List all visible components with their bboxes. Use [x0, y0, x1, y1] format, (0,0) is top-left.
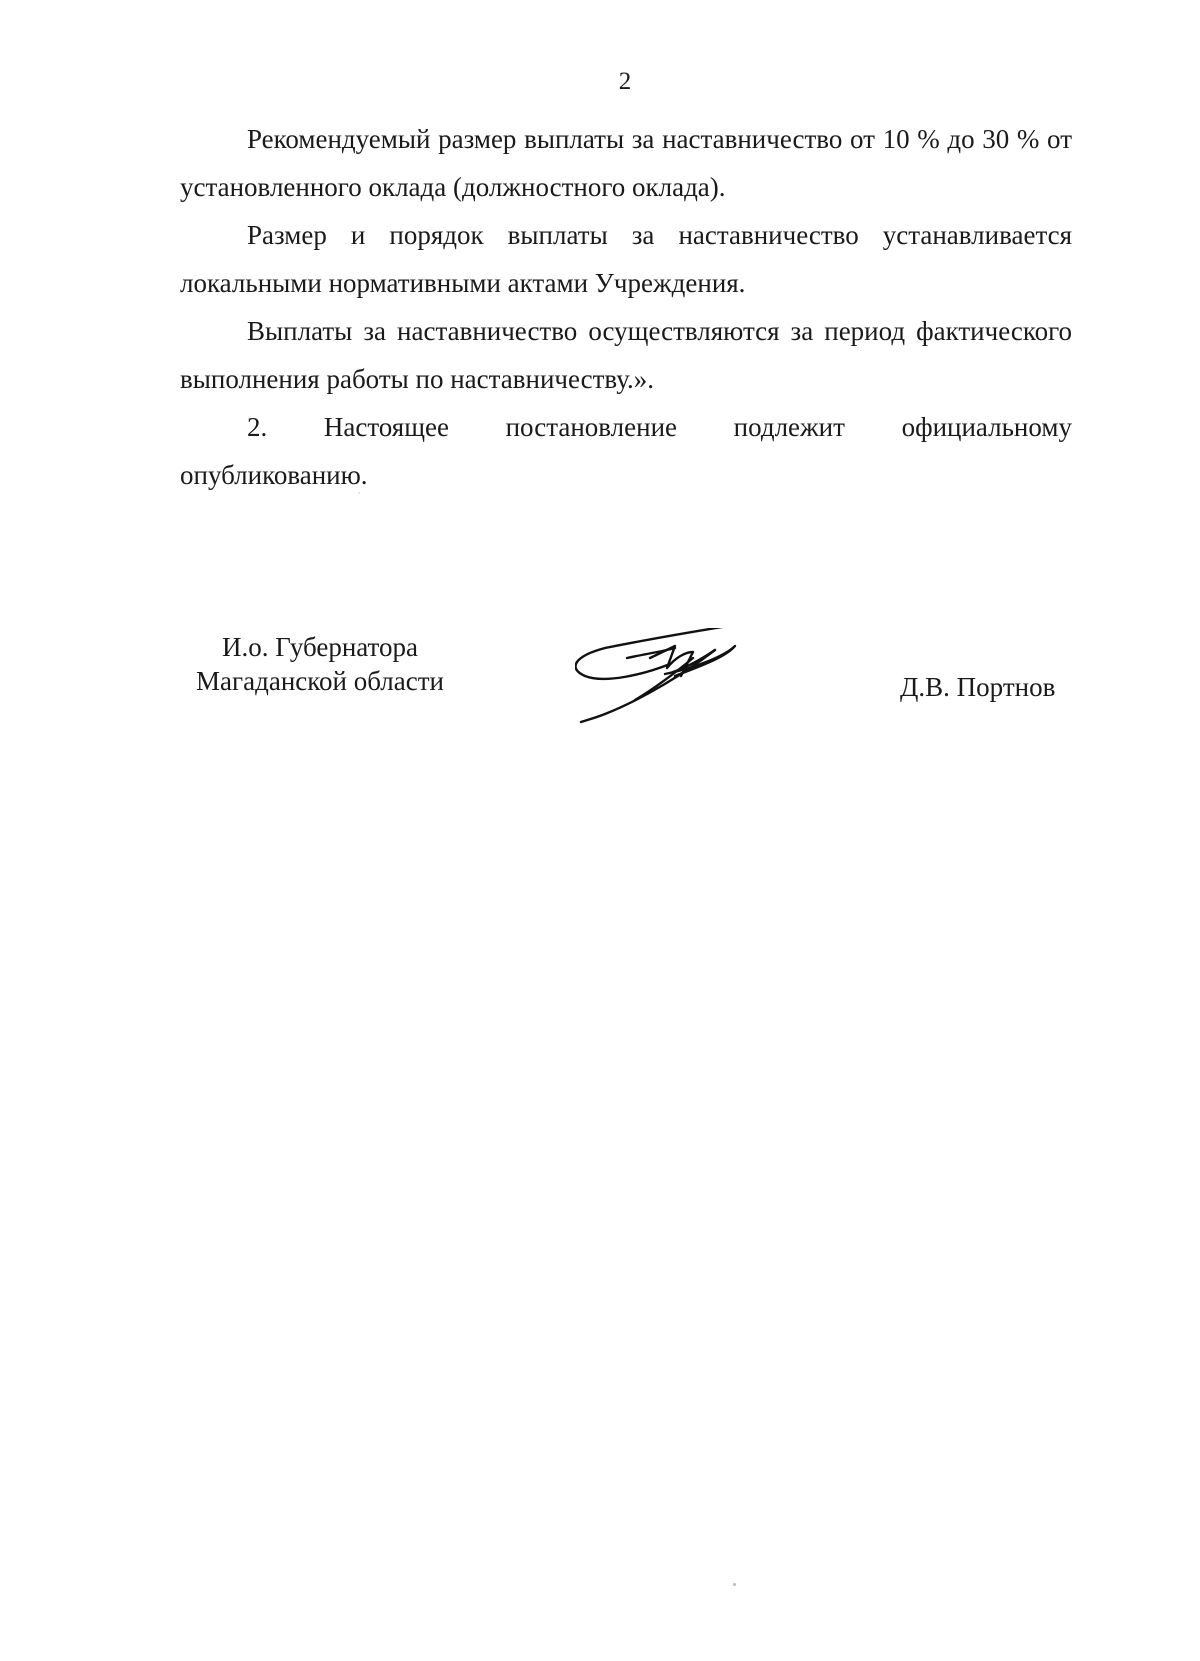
item-2-first-line — [180, 403, 1072, 451]
signatory-title-line-1: И.о. Губернатора — [221, 632, 418, 662]
signatory-title — [175, 630, 465, 698]
item-2-word: Настоящее — [323, 412, 449, 442]
signatory-title-line-2: Магаданской области — [196, 666, 444, 696]
item-2-tail: опубликованию. — [180, 460, 368, 490]
document-body — [180, 115, 1072, 499]
paragraph-payment-size: Рекомендуемый размер выплаты за наставничество от 10 % до 30 % от установленного оклада (должностного оклада). — [180, 124, 1072, 202]
item-2-word: постановление — [505, 412, 678, 442]
page-number: 2 — [618, 68, 632, 95]
item-2-word: подлежит — [733, 412, 845, 442]
item-2-number: 2. — [247, 412, 268, 442]
scan-speck — [358, 492, 360, 494]
item-2-word: официальному — [901, 412, 1072, 442]
paragraph-payment-procedure: Размер и порядок выплаты за наставничество устанавливается локальными нормативными актами Учреждения. — [180, 220, 1072, 298]
scan-speck — [733, 1583, 736, 1586]
handwritten-signature — [575, 628, 805, 758]
paragraph-payment-period: Выплаты за наставничество осуществляются за период фактического выполнения работы по наставничеству.». — [180, 316, 1072, 394]
signatory-name: Д.В. Портнов — [900, 672, 1056, 702]
